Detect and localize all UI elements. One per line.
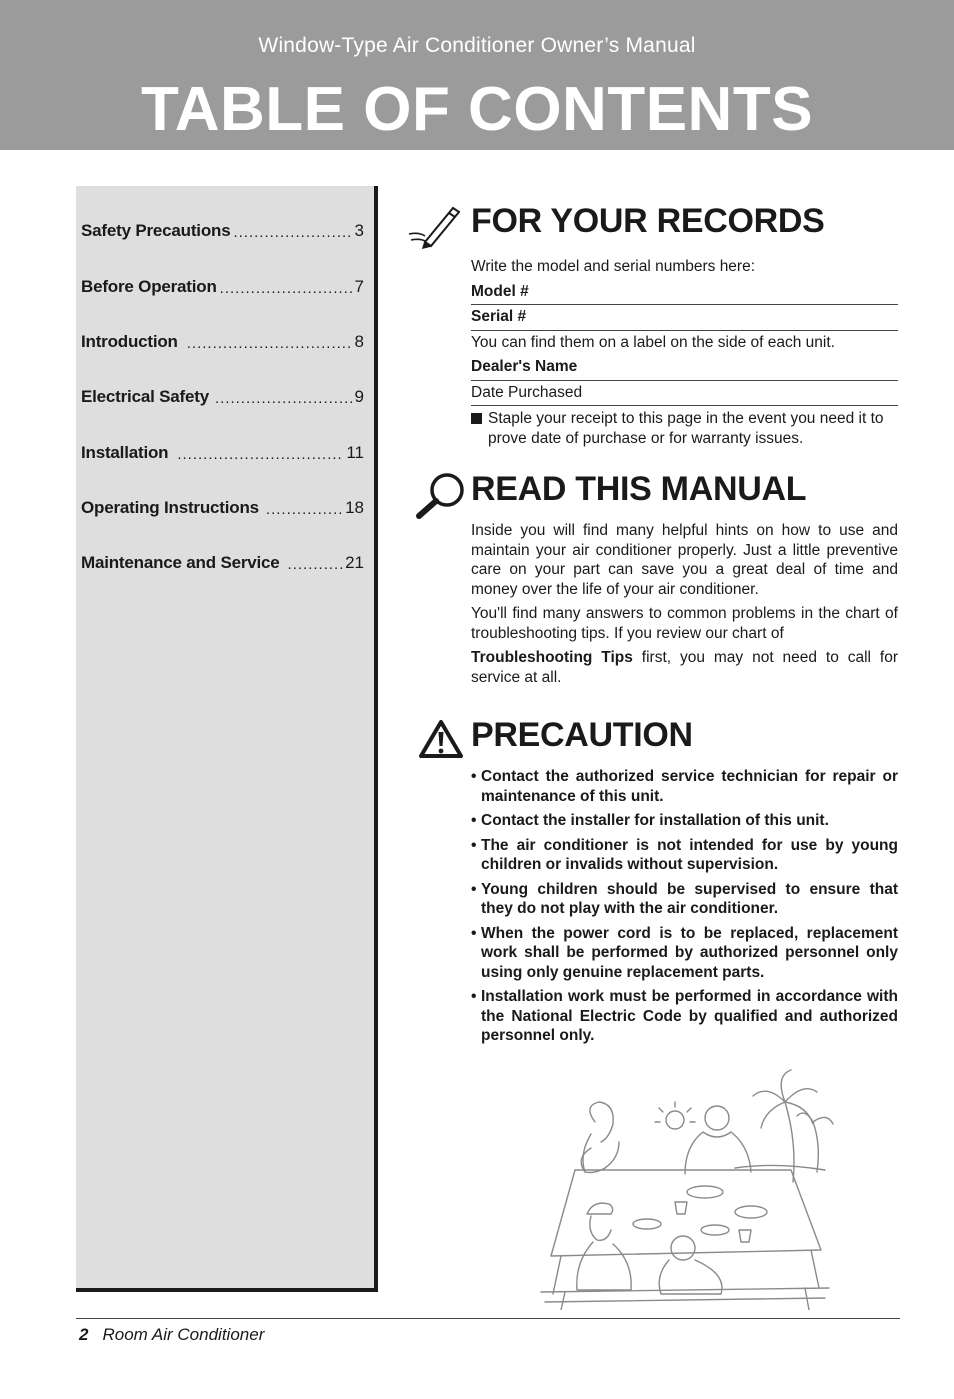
toc-item-introduction[interactable] [81, 330, 364, 352]
records-body [471, 255, 898, 448]
manual-paragraph-3: Troubleshooting Tips first, you may not need to call for service at all. [471, 649, 898, 686]
warning-triangle-icon [405, 716, 467, 762]
manual-body [471, 521, 898, 692]
magnifier-icon [405, 470, 467, 520]
toc-item-maintenance-and-service[interactable] [81, 551, 364, 573]
toc-page: 8 [354, 332, 364, 351]
picnic-illustration [535, 1062, 835, 1310]
toc-item-installation[interactable] [81, 441, 364, 463]
precaution-title: PRECAUTION [471, 716, 693, 754]
list-item: • The air conditioner is not intended for use by young children or invalids without supervision. [471, 836, 898, 873]
staple-note-text: Staple your receipt to this page in the event you need it to prove date of purchase or for warranty issues. [488, 410, 884, 447]
toc-page: 11 [346, 443, 364, 462]
toc-label: Operating Instructions [81, 498, 259, 517]
page-title: TABLE OF CONTENTS [140, 75, 814, 144]
page-number: 2 [79, 1325, 89, 1344]
list-item: • Contact the authorized service technician for repair or maintenance of this unit. [471, 768, 898, 805]
toc-label: Installation [81, 443, 169, 462]
toc-page: 9 [354, 387, 364, 406]
troubleshooting-tips-label: Troubleshooting Tips [471, 649, 633, 666]
toc-label: Before Operation [81, 277, 217, 296]
square-bullet-icon [471, 413, 482, 424]
precaution-list [471, 767, 898, 1051]
manual-paragraph-2: You'll find many answers to common problems in the chart of troubleshooting tips. If you review our chart of [471, 605, 898, 642]
toc-panel [76, 186, 378, 1292]
records-intro: Write the model and serial numbers here: [471, 258, 756, 275]
toc-label: Introduction [81, 332, 178, 351]
header-banner [0, 0, 954, 150]
toc-page: 18 [345, 498, 364, 517]
toc-item-safety-precautions[interactable] [81, 219, 364, 241]
dealer-name-field[interactable]: Dealer's Name [471, 355, 898, 381]
pen-icon [405, 202, 467, 250]
toc-page: 21 [345, 553, 364, 572]
toc-item-operating-instructions[interactable] [81, 496, 364, 518]
toc-label: Safety Precautions [81, 221, 231, 240]
serial-field[interactable]: Serial # [471, 305, 898, 331]
list-item: • Young children should be supervised to ensure that they do not play with the air conditioner. [471, 880, 898, 917]
manual-title: READ THIS MANUAL [471, 470, 807, 508]
manual-paragraph-1: Inside you will find many helpful hints on how to use and maintain your air conditioner properly. Just a little preventive care on your part can save you a great deal of time and money over the life of your air conditioner. [471, 522, 898, 598]
list-item: • Contact the installer for installation of this unit. [471, 812, 829, 829]
label-note: You can find them on a label on the side of each unit. [471, 333, 835, 351]
list-item: • Installation work must be performed in accordance with the National Electric Code by qualified and authorized personnel only. [471, 988, 898, 1044]
footer-divider [76, 1318, 900, 1319]
date-purchased-field[interactable]: Date Purchased [471, 383, 583, 401]
toc-label: Maintenance and Service [81, 553, 280, 572]
toc-item-before-operation[interactable] [81, 275, 364, 297]
model-field[interactable]: Model # [471, 280, 898, 306]
staple-note [471, 409, 898, 448]
page-footer [79, 1325, 264, 1345]
footer-text: Room Air Conditioner [102, 1325, 265, 1344]
toc-item-electrical-safety[interactable] [81, 385, 364, 407]
manual-subtitle: Window-Type Air Conditioner Owner’s Manual [258, 34, 696, 57]
toc-page: 3 [354, 221, 364, 240]
records-title: FOR YOUR RECORDS [471, 202, 825, 240]
toc-page: 7 [354, 277, 364, 296]
list-item: • When the power cord is to be replaced, replacement work shall be performed by authorized personnel only using only genuine replacement parts. [471, 924, 898, 981]
toc-label: Electrical Safety [81, 387, 209, 406]
